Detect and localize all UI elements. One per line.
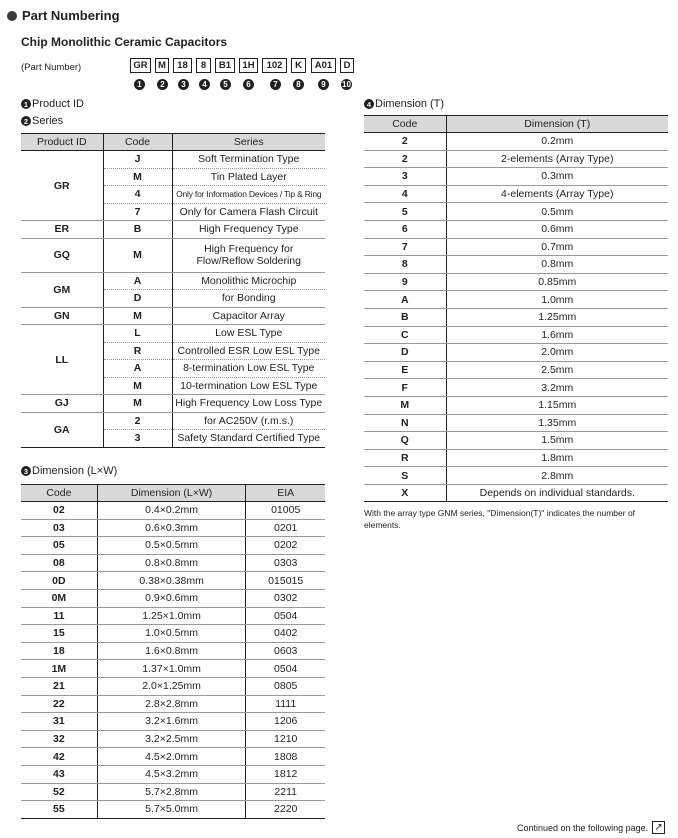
code-cell: 6 bbox=[364, 220, 446, 238]
part-number-label: (Part Number) bbox=[21, 62, 82, 73]
code-cell: 21 bbox=[21, 677, 97, 695]
table-row bbox=[364, 168, 668, 186]
dim-cell: 0.5mm bbox=[446, 203, 668, 221]
dim-cell: 0.6mm bbox=[446, 220, 668, 238]
code-cell: 02 bbox=[21, 502, 97, 520]
number-badge: 2 bbox=[21, 116, 31, 126]
product-id-cell: GR bbox=[21, 151, 103, 221]
code-cell: N bbox=[364, 414, 446, 432]
number-badge: 3 bbox=[21, 466, 31, 476]
col-header: Code bbox=[21, 485, 97, 502]
table-row bbox=[364, 361, 668, 379]
dim-cell: 1.0×0.5mm bbox=[97, 625, 246, 643]
table-row bbox=[21, 695, 325, 713]
series-cell: for Bonding bbox=[172, 290, 325, 308]
dim-cell: 1.25mm bbox=[446, 308, 668, 326]
product-id-cell: GJ bbox=[21, 395, 103, 413]
table-row bbox=[364, 150, 668, 168]
part-number-box: D bbox=[340, 58, 354, 73]
series-cell: Tin Plated Layer bbox=[172, 168, 325, 186]
table-row bbox=[364, 220, 668, 238]
table-row bbox=[364, 308, 668, 326]
series-table bbox=[21, 133, 325, 448]
dim-cell: 4-elements (Array Type) bbox=[446, 185, 668, 203]
table-row bbox=[21, 151, 325, 169]
series-cell: Only for Information Devices / Tip & Ring bbox=[172, 186, 325, 204]
eia-cell: 0302 bbox=[246, 589, 325, 607]
dim-cell: 1.37×1.0mm bbox=[97, 660, 246, 678]
heading-label: Dimension (T) bbox=[375, 98, 445, 110]
code-cell: 15 bbox=[21, 625, 97, 643]
eia-cell: 2211 bbox=[246, 783, 325, 801]
table-row bbox=[364, 133, 668, 151]
table-row bbox=[21, 660, 325, 678]
heading-dimension-t bbox=[364, 98, 444, 110]
table-row bbox=[21, 713, 325, 731]
code-cell: 11 bbox=[21, 607, 97, 625]
part-number-box: 1H bbox=[239, 58, 258, 73]
array-type-note: With the array type GNM series, "Dimension(T)" indicates the number of elements. bbox=[364, 508, 636, 530]
table-row bbox=[21, 412, 325, 430]
series-line: Flow/Reflow Soldering bbox=[196, 255, 301, 267]
table-row bbox=[21, 625, 325, 643]
series-cell: 8-termination Low ESL Type bbox=[172, 360, 325, 378]
dim-cell: 3.2×2.5mm bbox=[97, 730, 246, 748]
code-cell: 3 bbox=[364, 168, 446, 186]
section-title bbox=[7, 8, 120, 23]
col-header: EIA bbox=[246, 485, 325, 502]
part-number-box: M bbox=[155, 58, 169, 73]
dim-cell: 2.8×2.8mm bbox=[97, 695, 246, 713]
code-cell: 03 bbox=[21, 519, 97, 537]
dim-cell: 1.5mm bbox=[446, 432, 668, 450]
code-cell: 3 bbox=[103, 430, 172, 448]
dim-cell: 1.35mm bbox=[446, 414, 668, 432]
dim-cell: 2.8mm bbox=[446, 467, 668, 485]
dim-cell: 0.3mm bbox=[446, 168, 668, 186]
dim-cell: 0.6×0.3mm bbox=[97, 519, 246, 537]
table-row bbox=[21, 572, 325, 590]
series-cell bbox=[172, 238, 325, 272]
col-header: Code bbox=[103, 134, 172, 151]
series-cell: High Frequency Type bbox=[172, 221, 325, 239]
number-badge: 1 bbox=[21, 99, 31, 109]
code-cell: 05 bbox=[21, 537, 97, 555]
table-row bbox=[21, 783, 325, 801]
eia-cell: 0504 bbox=[246, 660, 325, 678]
dim-cell: 0.9×0.6mm bbox=[97, 589, 246, 607]
code-cell: 9 bbox=[364, 273, 446, 291]
dim-cell: 1.6×0.8mm bbox=[97, 642, 246, 660]
product-id-cell: GN bbox=[21, 307, 103, 325]
eia-cell: 015015 bbox=[246, 572, 325, 590]
dim-cell: 3.2×1.6mm bbox=[97, 713, 246, 731]
part-number-index: 9 bbox=[318, 79, 329, 90]
code-cell: 7 bbox=[364, 238, 446, 256]
code-cell: 31 bbox=[21, 713, 97, 731]
dim-cell: 4.5×3.2mm bbox=[97, 765, 246, 783]
code-cell: A bbox=[103, 272, 172, 290]
eia-cell: 0202 bbox=[246, 537, 325, 555]
code-cell: M bbox=[103, 395, 172, 413]
part-number-box: GR bbox=[130, 58, 151, 73]
table-row bbox=[21, 325, 325, 343]
eia-cell: 0303 bbox=[246, 554, 325, 572]
code-cell: B bbox=[364, 308, 446, 326]
part-number-index: 8 bbox=[293, 79, 304, 90]
series-cell: High Frequency Low Loss Type bbox=[172, 395, 325, 413]
eia-cell: 0402 bbox=[246, 625, 325, 643]
heading-series bbox=[21, 115, 63, 127]
part-number-box: 18 bbox=[173, 58, 192, 73]
number-badge: 4 bbox=[364, 99, 374, 109]
table-row bbox=[364, 432, 668, 450]
table-row bbox=[21, 537, 325, 555]
code-cell: 4 bbox=[103, 186, 172, 204]
dim-cell: 1.0mm bbox=[446, 291, 668, 309]
code-cell: M bbox=[103, 168, 172, 186]
code-cell: M bbox=[103, 238, 172, 272]
code-cell: 0M bbox=[21, 589, 97, 607]
series-cell: Only for Camera Flash Circuit bbox=[172, 203, 325, 221]
table-row bbox=[364, 326, 668, 344]
code-cell: 42 bbox=[21, 748, 97, 766]
table-row bbox=[21, 677, 325, 695]
eia-cell: 0805 bbox=[246, 677, 325, 695]
code-cell: J bbox=[103, 151, 172, 169]
code-cell: B bbox=[103, 221, 172, 239]
series-cell: Capacitor Array bbox=[172, 307, 325, 325]
page-title: Part Numbering bbox=[22, 8, 120, 23]
code-cell: S bbox=[364, 467, 446, 485]
dim-cell: 0.85mm bbox=[446, 273, 668, 291]
table-row bbox=[364, 484, 668, 502]
table-row bbox=[21, 642, 325, 660]
code-cell: 08 bbox=[21, 554, 97, 572]
heading-label: Product ID bbox=[32, 98, 84, 110]
series-line: High Frequency for bbox=[204, 243, 294, 255]
table-row bbox=[364, 467, 668, 485]
part-number-index: 7 bbox=[270, 79, 281, 90]
code-cell: M bbox=[103, 307, 172, 325]
heading-label: Series bbox=[32, 115, 64, 127]
code-cell: 32 bbox=[21, 730, 97, 748]
dim-cell: 0.8mm bbox=[446, 256, 668, 274]
dim-cell: 4.5×2.0mm bbox=[97, 748, 246, 766]
code-cell: 2 bbox=[103, 412, 172, 430]
dim-cell: 3.2mm bbox=[446, 379, 668, 397]
product-id-cell: GA bbox=[21, 412, 103, 447]
code-cell: C bbox=[364, 326, 446, 344]
eia-cell: 1206 bbox=[246, 713, 325, 731]
part-number-index: 4 bbox=[199, 79, 210, 90]
code-cell: 0D bbox=[21, 572, 97, 590]
dim-cell: 1.25×1.0mm bbox=[97, 607, 246, 625]
heading-label: Dimension (L×W) bbox=[32, 465, 118, 477]
code-cell: 43 bbox=[21, 765, 97, 783]
table-row bbox=[21, 502, 325, 520]
code-cell: X bbox=[364, 484, 446, 502]
code-cell: 22 bbox=[21, 695, 97, 713]
eia-cell: 01005 bbox=[246, 502, 325, 520]
eia-cell: 1812 bbox=[246, 765, 325, 783]
part-number-box: A01 bbox=[311, 58, 336, 73]
col-header: Code bbox=[364, 116, 446, 133]
dim-cell: 1.6mm bbox=[446, 326, 668, 344]
bullet-icon bbox=[7, 11, 17, 21]
dim-cell: 0.8×0.8mm bbox=[97, 554, 246, 572]
part-number-box: K bbox=[291, 58, 306, 73]
series-cell: Soft Termination Type bbox=[172, 151, 325, 169]
product-id-cell: ER bbox=[21, 221, 103, 239]
code-cell: 8 bbox=[364, 256, 446, 274]
code-cell: 4 bbox=[364, 185, 446, 203]
code-cell: M bbox=[103, 377, 172, 395]
part-number-index: 5 bbox=[220, 79, 231, 90]
heading-dimension-lw bbox=[21, 465, 117, 477]
code-cell: A bbox=[364, 291, 446, 309]
table-row bbox=[364, 344, 668, 362]
code-cell: Q bbox=[364, 432, 446, 450]
part-number-index: 2 bbox=[157, 79, 168, 90]
table-row bbox=[364, 238, 668, 256]
table-row bbox=[21, 395, 325, 413]
eia-cell: 0504 bbox=[246, 607, 325, 625]
part-number-box: B1 bbox=[215, 58, 235, 73]
code-cell: 7 bbox=[103, 203, 172, 221]
code-cell: F bbox=[364, 379, 446, 397]
code-cell: 1M bbox=[21, 660, 97, 678]
table-row bbox=[21, 801, 325, 819]
dimension-lw-table bbox=[21, 484, 325, 819]
code-cell: R bbox=[103, 342, 172, 360]
series-cell: Low ESL Type bbox=[172, 325, 325, 343]
product-id-cell: GM bbox=[21, 272, 103, 307]
table-row bbox=[364, 203, 668, 221]
dim-cell: 1.8mm bbox=[446, 449, 668, 467]
part-number-index: 1 bbox=[134, 79, 145, 90]
eia-cell: 1210 bbox=[246, 730, 325, 748]
page-subtitle: Chip Monolithic Ceramic Capacitors bbox=[21, 35, 228, 49]
table-row bbox=[364, 291, 668, 309]
code-cell: 5 bbox=[364, 203, 446, 221]
col-header: Series bbox=[172, 134, 325, 151]
eia-cell: 1808 bbox=[246, 748, 325, 766]
col-header: Dimension (L×W) bbox=[97, 485, 246, 502]
code-cell: D bbox=[364, 344, 446, 362]
code-cell: 18 bbox=[21, 642, 97, 660]
dim-cell: 5.7×5.0mm bbox=[97, 801, 246, 819]
product-id-cell: GQ bbox=[21, 238, 103, 272]
table-row bbox=[21, 307, 325, 325]
product-id-cell: LL bbox=[21, 325, 103, 395]
table-row bbox=[21, 765, 325, 783]
part-number-box: 102 bbox=[262, 58, 287, 73]
table-row bbox=[21, 554, 325, 572]
table-row bbox=[21, 730, 325, 748]
dim-cell: 2-elements (Array Type) bbox=[446, 150, 668, 168]
series-cell: 10-termination Low ESL Type bbox=[172, 377, 325, 395]
dim-cell: 0.5×0.5mm bbox=[97, 537, 246, 555]
part-number-index: 6 bbox=[243, 79, 254, 90]
dim-cell: Depends on individual standards. bbox=[446, 484, 668, 502]
code-cell: E bbox=[364, 361, 446, 379]
table-row bbox=[21, 238, 325, 272]
code-cell: M bbox=[364, 396, 446, 414]
continued-footer[interactable] bbox=[517, 821, 665, 834]
heading-product-id bbox=[21, 98, 84, 110]
table-row bbox=[364, 185, 668, 203]
dim-cell: 0.4×0.2mm bbox=[97, 502, 246, 520]
dim-cell: 2.0×1.25mm bbox=[97, 677, 246, 695]
table-row bbox=[364, 379, 668, 397]
dim-cell: 0.7mm bbox=[446, 238, 668, 256]
col-header: Dimension (T) bbox=[446, 116, 668, 133]
table-row bbox=[21, 607, 325, 625]
series-cell: for AC250V (r.m.s.) bbox=[172, 412, 325, 430]
code-cell: 2 bbox=[364, 150, 446, 168]
dim-cell: 0.2mm bbox=[446, 133, 668, 151]
code-cell: R bbox=[364, 449, 446, 467]
arrow-up-right-icon[interactable]: ↗ bbox=[652, 821, 665, 834]
col-header: Product ID bbox=[21, 134, 103, 151]
dim-cell: 0.38×0.38mm bbox=[97, 572, 246, 590]
dim-cell: 2.0mm bbox=[446, 344, 668, 362]
code-cell: D bbox=[103, 290, 172, 308]
code-cell: 55 bbox=[21, 801, 97, 819]
table-row bbox=[364, 396, 668, 414]
table-row bbox=[21, 221, 325, 239]
eia-cell: 1111 bbox=[246, 695, 325, 713]
code-cell: 2 bbox=[364, 133, 446, 151]
table-row bbox=[364, 273, 668, 291]
table-row bbox=[364, 449, 668, 467]
dim-cell: 2.5mm bbox=[446, 361, 668, 379]
table-row bbox=[21, 519, 325, 537]
table-row bbox=[21, 272, 325, 290]
table-row bbox=[364, 414, 668, 432]
part-number-index: 3 bbox=[178, 79, 189, 90]
dimension-t-table bbox=[364, 115, 668, 502]
table-row bbox=[364, 256, 668, 274]
series-cell: Monolithic Microchip bbox=[172, 272, 325, 290]
part-number-index: 10 bbox=[342, 80, 351, 89]
dim-cell: 5.7×2.8mm bbox=[97, 783, 246, 801]
code-cell: A bbox=[103, 360, 172, 378]
eia-cell: 0201 bbox=[246, 519, 325, 537]
code-cell: 52 bbox=[21, 783, 97, 801]
part-number-box: 8 bbox=[196, 58, 211, 73]
series-cell: Safety Standard Certified Type bbox=[172, 430, 325, 448]
dim-cell: 1.15mm bbox=[446, 396, 668, 414]
eia-cell: 2220 bbox=[246, 801, 325, 819]
series-cell: Controlled ESR Low ESL Type bbox=[172, 342, 325, 360]
table-row bbox=[21, 748, 325, 766]
table-row bbox=[21, 589, 325, 607]
footer-text: Continued on the following page. bbox=[517, 822, 649, 833]
eia-cell: 0603 bbox=[246, 642, 325, 660]
code-cell: L bbox=[103, 325, 172, 343]
